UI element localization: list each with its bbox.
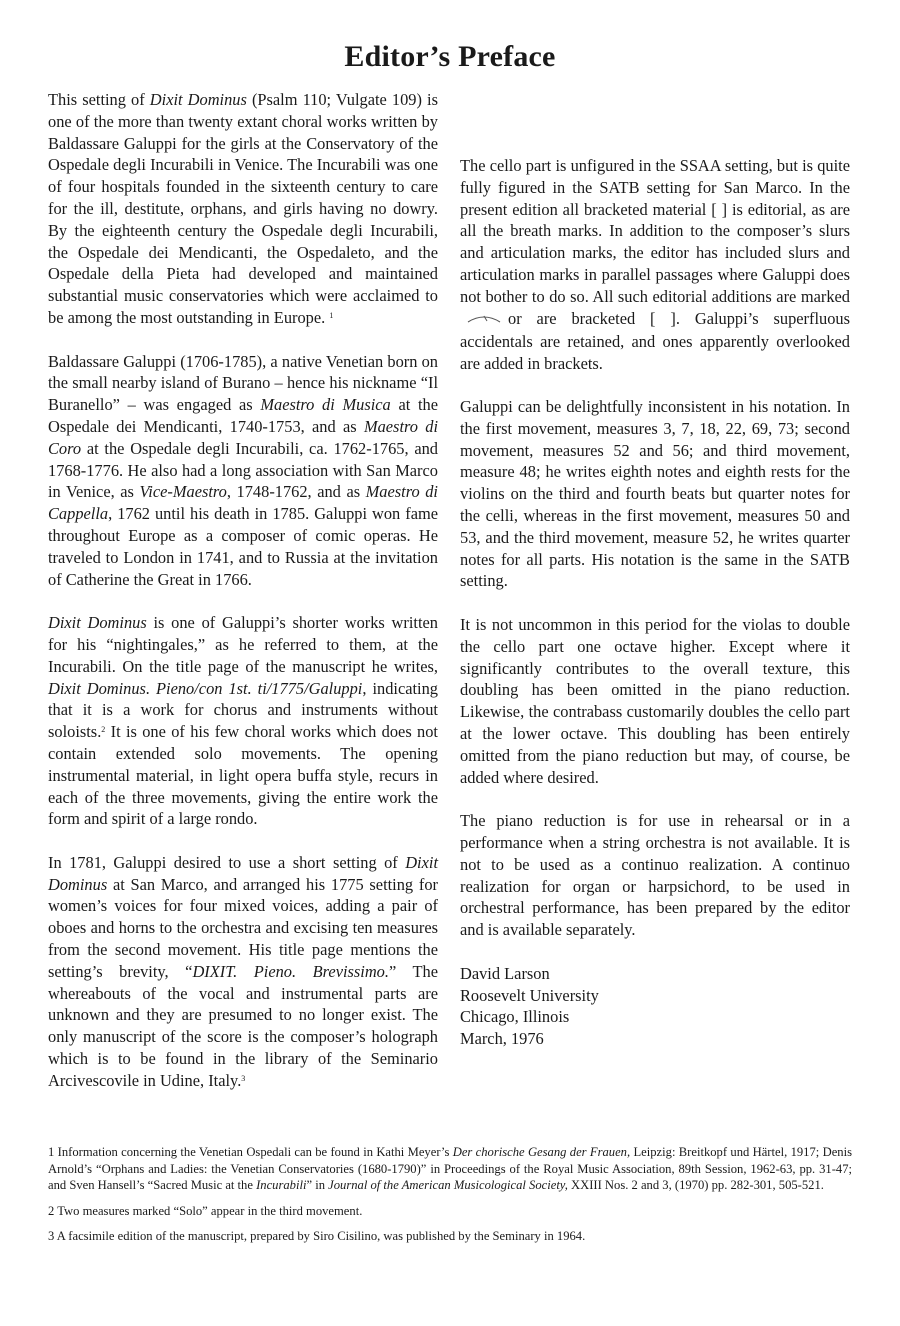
text-run: This setting of [48, 90, 150, 109]
footnote-ref: 1 [329, 310, 334, 320]
text-run: In 1781, Galuppi desired to use a short setting of [48, 852, 406, 872]
page-title: Editor’s Preface [344, 40, 556, 73]
text-run: ” in [306, 1178, 329, 1193]
text-run: , 1762 until his death in 1785. Galuppi won fame throughout Europe as a composer of comic operas. He traveled to London in 1741, and to Russia at the invitation of Catherine the Great in 1766. [48, 504, 438, 589]
italic-title: Dixit Dominus [48, 852, 438, 894]
footnote-2: 2 Two measures marked “Solo” appear in the third movement. [48, 1203, 363, 1218]
text-run: at San Marco, and arranged his 1775 setting for women’s voices for four mixed voices, adding a pair of oboes and horns to the orchestra and excising ten measures from the second movement. His title page mentions the setting’s brevity, “ [48, 874, 438, 981]
text-run: (Psalm 110; Vulgate 109) is one of the more than twenty extant choral works written by Baldassare Galuppi for the girls at the Conservatory of the Ospedale degli Incurabili in Venice. The Incurabili was one of four hospitals founded in the sixteenth century to care for the ill, destitute, orphans, and girls having no dowry. By the eighteenth century the Ospedale degli Incurabili, the Ospedale dei Mendicanti, the Ospedaleto, and the Ospedale della Pieta had developed and maintained substantial music conservatories which were acclaimed to be among the most outstanding in Europe. [48, 90, 438, 327]
footnotes [48, 1144, 852, 1254]
footnote-3: 3 A facsimile edition of the manuscript, prepared by Siro Cisilino, was published by the Seminary in 1964. [48, 1229, 586, 1244]
footnote-ref: 2 [101, 725, 106, 735]
right-column [460, 155, 850, 1050]
italic-title: Vice-Maestro [139, 482, 227, 502]
signature-name: David Larson [460, 963, 550, 983]
paragraph-editorial [460, 155, 850, 374]
text-run: XXIII Nos. 2 and 3, (1970) pp. 282-301, 505-521. [567, 1178, 824, 1193]
paragraph-piano-reduction: The piano reduction is for use in rehearsal or in a performance when a string orchestra is not available. It is not to be used as a continuo realization. A continuo realization for organ or harpsichord, to be used in orchestral performance, has been prepared by the editor and is available separately. [460, 811, 850, 940]
italic-title: Incurabili [256, 1178, 307, 1193]
paragraph-doubling: It is not uncommon in this period for the violas to double the cello part one octave higher. Except where it significantly contributes to the overall texture, this doubling has been omitted in the piano reduction. Likewise, the contrabass customarily doubles the cello part at the lower octave. This doubling has been entirely omitted from the piano reduction but may, of course, be added where desired. [460, 615, 850, 787]
paragraph-san-marco [48, 852, 438, 1092]
italic-title: Der chorische Gesang der Frauen, [452, 1145, 631, 1159]
text-run: It is one of his few choral works which does not contain extended solo movements. The opening instrumental material, in light opera buffa style, recurs in each of the three movements, giving the entire work the form and spirit of a large rondo. [48, 722, 438, 829]
text-run: , indicating that it is a work for chorus and instruments without soloists. [48, 678, 438, 742]
footnote-ref: 3 [241, 1073, 246, 1083]
signature-block [460, 963, 850, 1050]
text-run: ” The whereabouts of the vocal and instrumental parts are unknown and they are presumed to no longer exist. The only manuscript of the score is the composer’s holograph which is to be found in the library of the Seminario Arcivescovile in Udine, Italy. [48, 961, 438, 1090]
paragraph-notation: Galuppi can be delightfully inconsistent in his notation. In the first movement, measures 3, 7, 18, 22, 69, 73; second movement, measures 52 and 56; and third movement, measure 48; he writes eighth notes and eighth rests for the violins on the third and fourth beats but quarter notes for the celli, whereas in the first movement, measures 50 and 53, and the third movement, measure 52, he writes quarter notes for all parts. His notation is the same in the SATB setting. [460, 397, 850, 591]
paragraph-intro [48, 89, 438, 329]
text-run: 1 Information concerning the Venetian Ospedali can be found in Kathi Meyer’s [48, 1145, 453, 1159]
italic-title: Dixit Dominus [48, 613, 147, 633]
text-run: or are bracketed [ ]. Galuppi’s superfluous accidentals are retained, and ones apparently overlooked are added in brackets. [460, 308, 850, 373]
text-run: is one of Galuppi’s shorter works written for his “nightingales,” as he referred to them, at the Incurabili. On the title page of the manuscript he writes, [48, 613, 438, 676]
slur-mark-icon [466, 309, 502, 331]
text-run: Leipzig: Breitkopf und Härtel, 1917; Denis Arnold’s “Orphans and Ladies: the Venetian Conservatories (1680-1790)” in Proceedings of the Royal Music Association, 89th Session, 1962-63, pp. 31-47; and Sven Hansell’s “Sacred Music at the [48, 1145, 852, 1193]
italic-title: Maestro di Musica [260, 395, 391, 415]
italic-title: Dixit Dominus [149, 90, 247, 109]
paragraph-work [48, 612, 438, 830]
italic-title: Journal of the American Musicological Society, [328, 1178, 568, 1193]
italic-title: Maestro di Coro [48, 416, 438, 458]
signature-date: March, 1976 [460, 1029, 544, 1049]
paragraph-biography [48, 351, 438, 591]
text-run: , 1748-1762, and as [226, 482, 366, 502]
italic-title: Maestro di Cappella [48, 482, 438, 524]
text-run: Baldassare Galuppi (1706-1785), a native Venetian born on the small nearby island of Burano – hence his nickname “Il Buranello” – was engaged as [48, 351, 438, 415]
footnote-1 [48, 1144, 852, 1194]
italic-title: Dixit Dominus. Pieno/con 1st. ti/1775/Galuppi [48, 678, 363, 698]
left-column [48, 89, 438, 1113]
italic-title: DIXIT. Pieno. Brevissimo. [192, 961, 389, 981]
signature-institution: Roosevelt University [460, 985, 599, 1005]
text-run: at the Ospedale degli Incurabili, ca. 1762-1765, and 1768-1776. He also had a long association with San Marco in Venice, as [48, 438, 438, 502]
text-run: The cello part is unfigured in the SSAA setting, but is quite fully figured in the SATB setting for San Marco. In the present edition all bracketed material [ ] is editorial, as are all the breath marks. In addition to the composer’s slurs and articulation marks, the editor has included slurs and articulation marks in parallel passages where Galuppi does not bother to do so. All such editorial additions are marked [460, 156, 850, 306]
signature-city: Chicago, Illinois [460, 1007, 570, 1027]
text-run: at the Ospedale dei Mendicanti, 1740-1753, and as [48, 395, 439, 436]
